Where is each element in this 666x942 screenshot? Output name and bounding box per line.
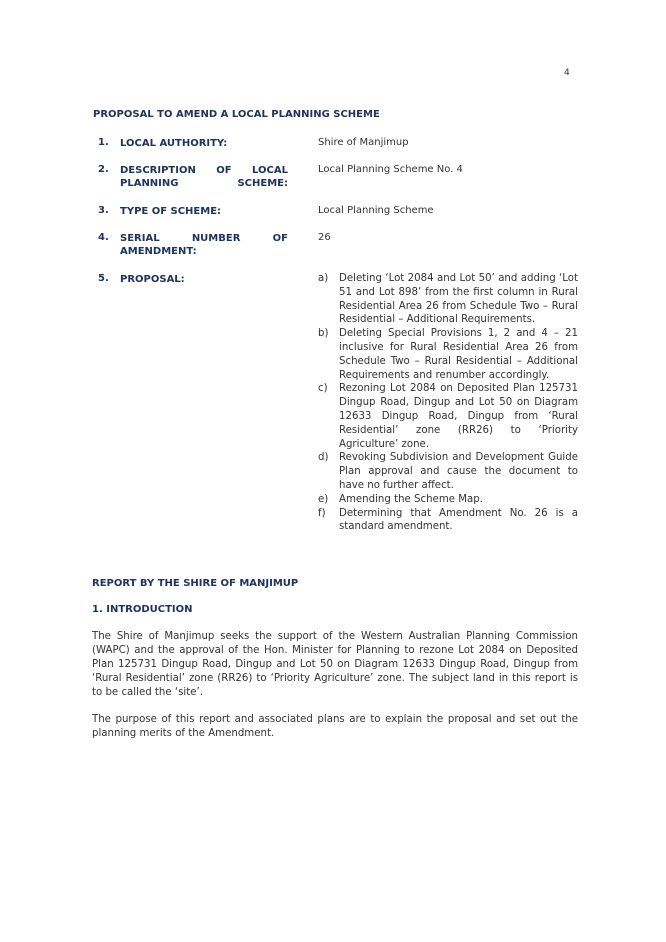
proposal-item: [318, 327, 578, 382]
main-heading: PROPOSAL TO AMEND A LOCAL PLANNING SCHEME: [93, 109, 380, 120]
introduction-paragraph: The Shire of Manjimup seeks the support of the Western Australian Planning Commission (WAPC) and the approval of the Hon. Minister for Planning to rezone Lot 2084 on Deposited Plan 125731 Dingup Road, Dingup and Lot 50 on Diagram 12633 Dingup Road, Dingup from ‘Rural Residential’ zone (RR26) to ‘Priority Agriculture’ zone. The subject land in this report is to be called the ‘site’.: [92, 631, 578, 698]
row-value: Shire of Manjimup: [318, 137, 409, 148]
row-number: 2.: [98, 164, 109, 175]
proposal-item-text: Deleting ‘Lot 2084 and Lot 50’ and adding ‘Lot 51 and Lot 898’ from the first column in Rural Residential Area 26 from Schedule Two – Rural Residential – Additional Requirements.: [339, 273, 578, 326]
proposal-item: [318, 382, 578, 451]
page-number: 4: [564, 68, 570, 78]
row-label: TYPE OF SCHEME:: [120, 206, 222, 217]
purpose-paragraph: The purpose of this report and associated plans are to explain the proposal and set out the planning merits of the Amendment.: [92, 714, 578, 739]
row-value: Local Planning Scheme: [318, 205, 434, 216]
row-value: 26: [318, 232, 331, 243]
proposal-item-text: Amending the Scheme Map.: [339, 493, 483, 505]
report-heading: REPORT BY THE SHIRE OF MANJIMUP: [92, 578, 299, 589]
row-value: Local Planning Scheme No. 4: [318, 164, 463, 175]
row-label: SERIAL NUMBER OF AMENDMENT:: [120, 233, 288, 257]
row-number: 5.: [98, 273, 109, 284]
row-number: 4.: [98, 232, 109, 243]
proposal-item: [318, 493, 578, 507]
proposal-item-marker: c): [318, 383, 328, 395]
proposal-item-marker: d): [318, 452, 329, 464]
proposal-item-marker: b): [318, 328, 329, 340]
row-label: LOCAL AUTHORITY:: [120, 138, 228, 149]
proposal-item-text: Deleting Special Provisions 1, 2 and 4 – 21 inclusive for Rural Residential Area 26 from Schedule Two – Rural Residential – Additional Requirements and renumber accordingly.: [339, 328, 578, 381]
proposal-item: [318, 272, 578, 327]
proposal-item: [318, 451, 578, 492]
introduction-heading: 1. INTRODUCTION: [92, 604, 193, 615]
proposal-item-marker: f): [318, 507, 326, 519]
proposal-item-text: Rezoning Lot 2084 on Deposited Plan 125731 Dingup Road, Dingup and Lot 50 on Diagram 12633 Dingup Road, Dingup from ‘Rural Residential’ zone (RR26) to ‘Priority Agriculture’ zone.: [339, 383, 578, 450]
row-label: DESCRIPTION OF LOCAL PLANNING SCHEME:: [120, 165, 288, 189]
row-number: 1.: [98, 137, 109, 148]
row-label: PROPOSAL:: [120, 274, 185, 285]
proposal-list: [318, 272, 578, 534]
proposal-item-marker: e): [318, 493, 329, 505]
proposal-item-text: Revoking Subdivision and Development Guide Plan approval and cause the document to have no further affect.: [339, 452, 578, 491]
proposal-item-text: Determining that Amendment No. 26 is a standard amendment.: [339, 507, 578, 533]
row-number: 3.: [98, 205, 109, 216]
proposal-item-marker: a): [318, 273, 329, 284]
proposal-item: [318, 507, 578, 535]
